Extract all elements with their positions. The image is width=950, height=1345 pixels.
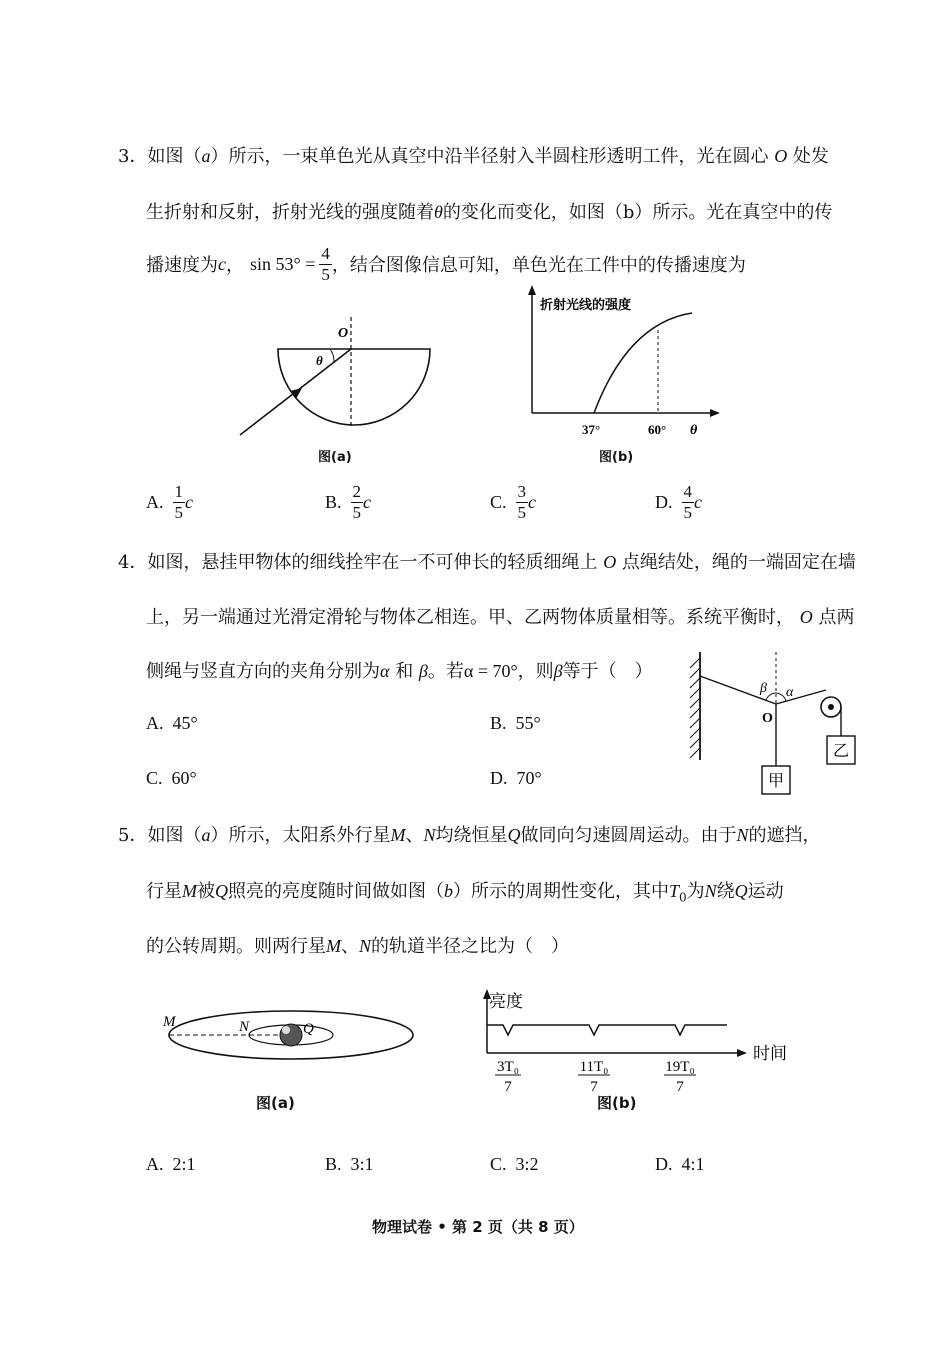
svg-text:11T₀: 11T₀ <box>579 1059 609 1075</box>
y-axis-label: 折射光线的强度 <box>540 298 632 313</box>
q4-line-3: 侧绳与竖直方向的夹角分别为α 和 β。若α = 70°，则β等于（ ） <box>146 661 653 682</box>
q4-option-d[interactable]: D. 70° <box>490 768 542 788</box>
q5-fig-b-caption: 图(b) <box>597 1094 637 1112</box>
q5-line-2: 行星M被Q照亮的亮度随时间做如图（b）所示的周期性变化，其中$T_0$为N绕Q运动 <box>146 881 784 905</box>
q5-figure-a <box>155 1005 430 1075</box>
q3-option-b[interactable]: B. $\frac{2}{5}$ c <box>325 482 372 522</box>
planet-n-label: N <box>239 1019 250 1035</box>
q4-figure <box>680 650 880 805</box>
q3-line-3: 播速度为 c ， sin 53° = $\frac{4}{5}$ ，结合图像信息可知，单色光在工件中的传播速度为 <box>146 243 746 284</box>
q4-line-1: 4．如图，悬挂甲物体的细线拴牢在一不可伸长的轻质细绳上 O 点绳结处，绳的一端固定在墙 <box>118 552 856 573</box>
center-o-label: O <box>338 326 349 341</box>
q3-option-c[interactable]: C. $\frac{3}{5}$ c <box>490 482 537 522</box>
q3-line-2: 生折射和反射，折射光线的强度随着θ的变化而变化，如图（b）所示。光在真空中的传 <box>146 202 833 223</box>
svg-text:甲: 甲 <box>768 771 785 790</box>
sin53-fraction: $\frac{4}{5}$ <box>321 243 330 284</box>
q5-option-a[interactable]: A. 2:1 <box>146 1154 196 1174</box>
y-axis-arrow-icon <box>528 285 536 295</box>
q3-fig-b-caption: 图(b) <box>599 450 634 465</box>
alpha-label: α <box>786 685 794 700</box>
planet-m-label: M <box>163 1014 176 1030</box>
x-axis-label: θ <box>690 423 698 438</box>
tick-19t0-7 <box>664 1059 696 1095</box>
q5-line-3: 的公转周期。则两行星M、N的轨道半径之比为（ ） <box>146 936 570 957</box>
beta-label: β <box>760 681 767 696</box>
q5-option-c[interactable]: C. 3:2 <box>490 1154 539 1174</box>
q4-option-a[interactable]: A. 45° <box>146 713 198 733</box>
q3-figure-a <box>230 315 440 440</box>
intensity-curve <box>594 313 692 413</box>
svg-text:19T₀: 19T₀ <box>665 1059 695 1075</box>
tick-37: 37° <box>582 422 601 437</box>
q5-option-d[interactable]: D. 4:1 <box>655 1154 705 1174</box>
y-axis-label: 亮度 <box>489 992 523 1012</box>
svg-text:7: 7 <box>504 1079 512 1095</box>
svg-text:3T₀: 3T₀ <box>497 1059 519 1075</box>
q4-option-b[interactable]: B. 55° <box>490 713 541 733</box>
tick-60: 60° <box>648 422 667 437</box>
brightness-curve <box>487 1025 727 1035</box>
angle-theta-label: θ <box>316 353 323 368</box>
wall-hatch <box>690 658 700 758</box>
svg-text:乙: 乙 <box>833 741 850 760</box>
star-q-label: Q <box>303 1021 314 1037</box>
x-axis-arrow-icon <box>737 1049 747 1057</box>
q5-line-1: 5．如图（a）所示，太阳系外行星M、N均绕恒星Q做同向匀速圆周运动。由于N的遮挡， <box>118 825 821 846</box>
page-footer: 物理试卷 • 第 2 页（共 8 页） <box>372 1218 584 1236</box>
x-axis-arrow-icon <box>710 409 720 417</box>
tick-11t0-7 <box>578 1059 610 1095</box>
q5-fig-a-caption: 图(a) <box>256 1094 295 1112</box>
tick-3t0-7 <box>495 1059 521 1095</box>
q3-fig-a-caption: 图(a) <box>318 450 352 465</box>
q3-line-1: 3．如图（a）所示，一束单色光从真空中沿半径射入半圆柱形透明工件，光在圆心 O 处发 <box>118 146 829 167</box>
q5-option-b[interactable]: B. 3:1 <box>325 1154 374 1174</box>
svg-text:7: 7 <box>590 1079 598 1095</box>
q3-figure-b <box>508 283 723 441</box>
svg-text:7: 7 <box>676 1079 684 1095</box>
q5-figure-b <box>475 985 795 1095</box>
q4-line-2: 上，另一端通过光滑定滑轮与物体乙相连。甲、乙两物体质量相等。系统平衡时， O 点两 <box>146 607 855 628</box>
q4-option-c[interactable]: C. 60° <box>146 768 197 788</box>
x-axis-label: 时间 <box>753 1044 787 1064</box>
q3-option-d[interactable]: D. $\frac{4}{5}$ c <box>655 482 702 522</box>
q3-option-a[interactable]: A. $\frac{1}{5}$ c <box>146 482 193 522</box>
knot-o-label: O <box>762 711 773 726</box>
